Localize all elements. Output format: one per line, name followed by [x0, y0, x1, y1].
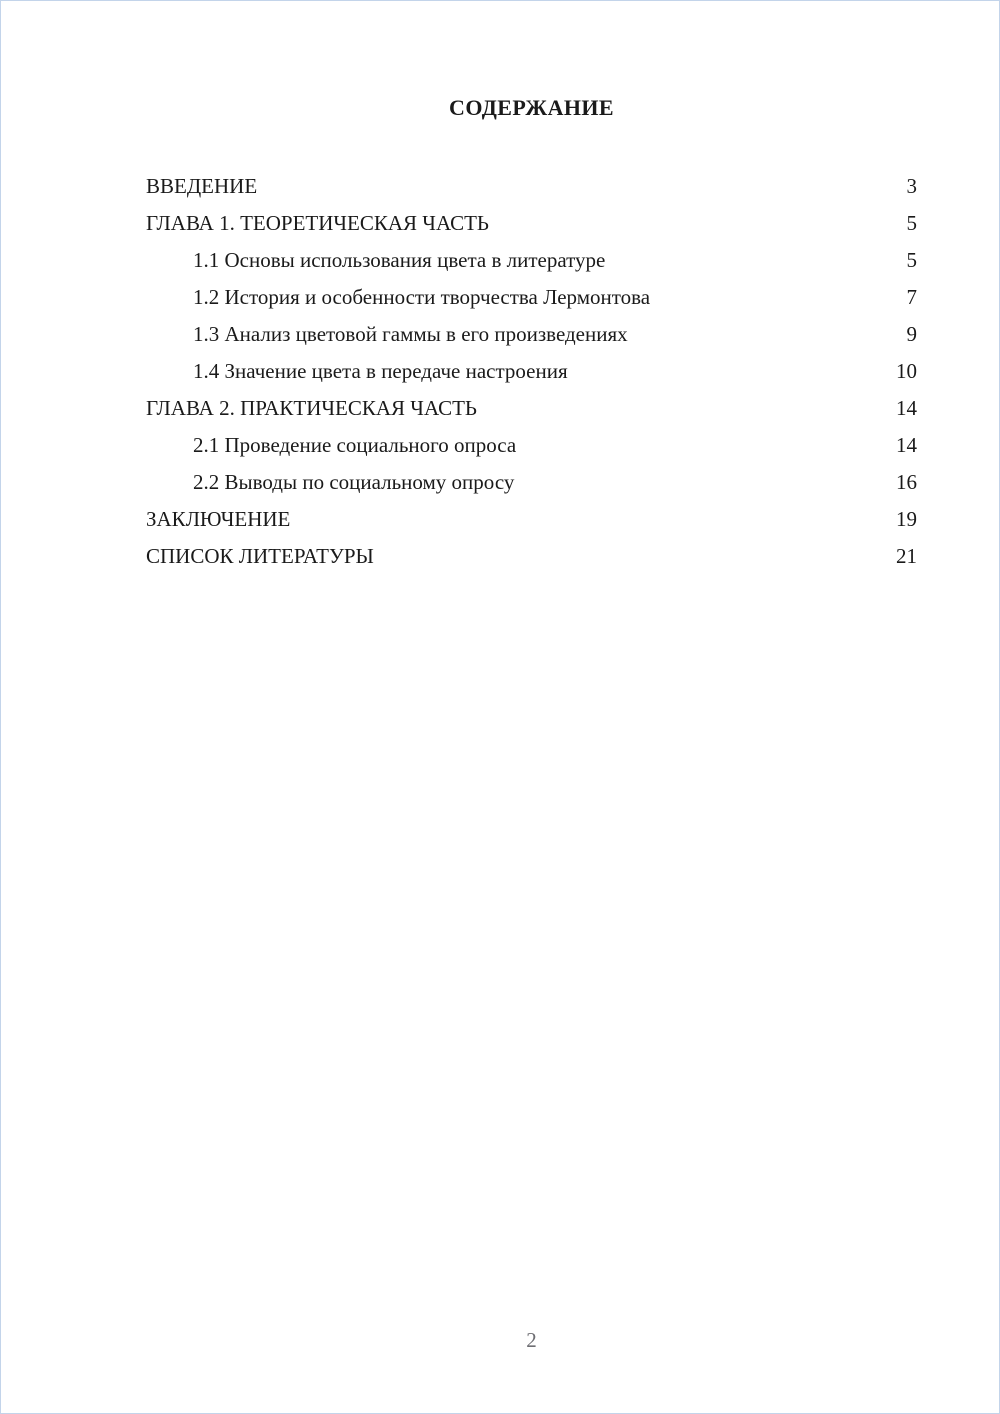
toc-entry-page: 14	[896, 433, 917, 457]
toc-entry-label: ГЛАВА 1. ТЕОРЕТИЧЕСКАЯ ЧАСТЬ	[146, 211, 489, 235]
toc-entry-label: 1.1 Основы использования цвета в литературе	[193, 248, 606, 272]
toc-entry-page: 21	[896, 544, 917, 568]
toc-entry-page: 3	[906, 174, 917, 198]
toc-entry	[146, 279, 917, 316]
toc-entry-label: СПИСОК ЛИТЕРАТУРЫ	[146, 544, 374, 568]
toc-entry-label: 2.2 Выводы по социальному опросу	[193, 470, 515, 494]
toc-entry	[146, 390, 917, 427]
toc-entry-page: 16	[896, 470, 917, 494]
toc-entry-page: 10	[896, 359, 917, 383]
toc-entry	[146, 427, 917, 464]
toc-entry	[146, 316, 917, 353]
toc-entry	[146, 168, 917, 205]
toc-entry-label: ГЛАВА 2. ПРАКТИЧЕСКАЯ ЧАСТЬ	[146, 396, 477, 420]
footer-page-number: 2	[526, 1328, 537, 1352]
toc-entry-label: 1.2 История и особенности творчества Лермонтова	[193, 285, 651, 309]
toc-entry-label: ЗАКЛЮЧЕНИЕ	[146, 507, 291, 531]
toc-entry	[146, 501, 917, 538]
toc-entry-page: 5	[906, 211, 917, 235]
toc-entry-label: ВВЕДЕНИЕ	[146, 174, 258, 198]
toc-entry	[146, 205, 917, 242]
toc-entry-page: 14	[896, 396, 917, 420]
toc-entry	[146, 242, 917, 279]
toc-entry-page: 9	[906, 322, 917, 346]
toc-list	[146, 168, 917, 575]
toc-entry-page: 7	[906, 285, 917, 309]
toc-entry-page: 5	[906, 248, 917, 272]
page-title: СОДЕРЖАНИЕ	[449, 95, 614, 120]
toc-entry-label: 1.3 Анализ цветовой гаммы в его произведениях	[193, 322, 628, 346]
toc-entry	[146, 353, 917, 390]
toc-entry-label: 2.1 Проведение социального опроса	[193, 433, 517, 457]
toc-entry	[146, 464, 917, 501]
toc-entry-label: 1.4 Значение цвета в передаче настроения	[193, 359, 568, 383]
toc-entry-page: 19	[896, 507, 917, 531]
toc-entry	[146, 538, 917, 575]
